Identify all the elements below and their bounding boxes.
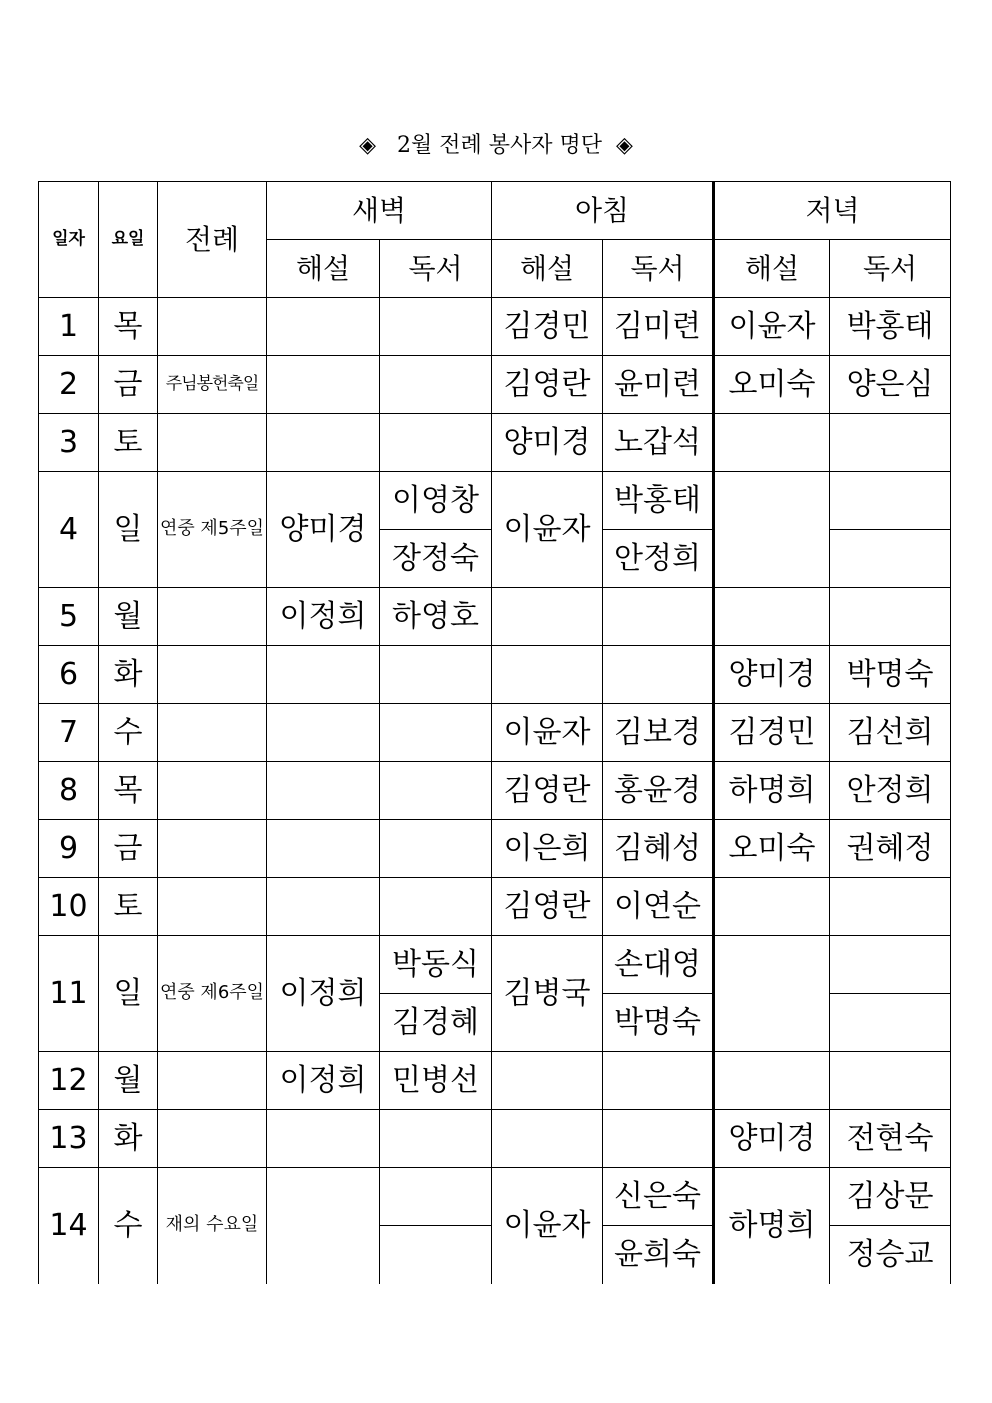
- morning-reader-cell: [603, 1110, 714, 1168]
- evening-commentator-cell: 이윤자: [714, 298, 830, 356]
- liturgy-cell: [158, 588, 267, 646]
- day-cell: 4: [39, 472, 99, 588]
- day-cell: 7: [39, 704, 99, 762]
- weekday-cell: 화: [99, 646, 158, 704]
- dawn-reader-cell: [380, 1226, 492, 1284]
- liturgy-cell: [158, 646, 267, 704]
- header-evening: 저녁: [714, 182, 951, 240]
- evening-reader-cell: [830, 530, 951, 588]
- evening-commentator-cell: [714, 878, 830, 936]
- evening-reader-cell: [830, 1052, 951, 1110]
- day-cell: 6: [39, 646, 99, 704]
- morning-commentator-cell: 이은희: [492, 820, 603, 878]
- dawn-commentator-cell: 이정희: [267, 936, 380, 1052]
- morning-commentator-cell: 김영란: [492, 356, 603, 414]
- evening-commentator-cell: 하명희: [714, 1168, 830, 1284]
- evening-commentator-cell: [714, 1052, 830, 1110]
- day-cell: 13: [39, 1110, 99, 1168]
- dawn-reader-cell: [380, 878, 492, 936]
- dawn-commentator-cell: [267, 878, 380, 936]
- dawn-commentator-cell: [267, 820, 380, 878]
- evening-reader-cell: 안정희: [830, 762, 951, 820]
- dawn-reader-cell: [380, 298, 492, 356]
- evening-commentator-cell: 김경민: [714, 704, 830, 762]
- header-morning-commentary: 해설: [492, 240, 603, 298]
- evening-commentator-cell: 오미숙: [714, 356, 830, 414]
- morning-commentator-cell: 김경민: [492, 298, 603, 356]
- weekday-cell: 토: [99, 878, 158, 936]
- schedule-table: [38, 181, 951, 1284]
- morning-reader-cell: 안정희: [603, 530, 714, 588]
- header-evening-commentary: 해설: [714, 240, 830, 298]
- evening-commentator-cell: 하명희: [714, 762, 830, 820]
- day-cell: 5: [39, 588, 99, 646]
- evening-reader-cell: [830, 414, 951, 472]
- weekday-cell: 수: [99, 704, 158, 762]
- header-dawn-reading: 독서: [380, 240, 492, 298]
- morning-reader-cell: 홍윤경: [603, 762, 714, 820]
- dawn-reader-cell: [380, 762, 492, 820]
- morning-commentator-cell: 김영란: [492, 878, 603, 936]
- morning-reader-cell: [603, 646, 714, 704]
- morning-reader-cell: 손대영: [603, 936, 714, 994]
- evening-commentator-cell: [714, 472, 830, 588]
- morning-commentator-cell: 김영란: [492, 762, 603, 820]
- dawn-commentator-cell: [267, 1168, 380, 1284]
- dawn-reader-cell: [380, 414, 492, 472]
- evening-reader-cell: 김상문: [830, 1168, 951, 1226]
- evening-reader-cell: [830, 878, 951, 936]
- header-dawn-commentary: 해설: [267, 240, 380, 298]
- table-row: [39, 1110, 951, 1168]
- dawn-reader-cell: [380, 646, 492, 704]
- morning-reader-cell: 신은숙: [603, 1168, 714, 1226]
- header-morning-reading: 독서: [603, 240, 714, 298]
- morning-commentator-cell: 김병국: [492, 936, 603, 1052]
- weekday-cell: 토: [99, 414, 158, 472]
- table-row: [39, 298, 951, 356]
- dawn-reader-cell: 민병선: [380, 1052, 492, 1110]
- day-cell: 1: [39, 298, 99, 356]
- evening-reader-cell: 정승교: [830, 1226, 951, 1284]
- table-row: [39, 878, 951, 936]
- liturgy-cell: 연중 제5주일: [158, 472, 267, 588]
- header-weekday: 요일: [99, 182, 158, 298]
- table-row: [39, 936, 951, 994]
- liturgy-cell: [158, 298, 267, 356]
- morning-reader-cell: 윤희숙: [603, 1226, 714, 1284]
- evening-commentator-cell: 양미경: [714, 646, 830, 704]
- weekday-cell: 수: [99, 1168, 158, 1284]
- evening-reader-cell: [830, 994, 951, 1052]
- weekday-cell: 월: [99, 588, 158, 646]
- liturgy-cell: 재의 수요일: [158, 1168, 267, 1284]
- header-liturgy: 전례: [158, 182, 267, 298]
- morning-reader-cell: 노갑석: [603, 414, 714, 472]
- weekday-cell: 목: [99, 298, 158, 356]
- table-row: [39, 704, 951, 762]
- morning-commentator-cell: 이윤자: [492, 1168, 603, 1284]
- dawn-reader-cell: 김경혜: [380, 994, 492, 1052]
- morning-reader-cell: 이연순: [603, 878, 714, 936]
- morning-reader-cell: [603, 1052, 714, 1110]
- dawn-commentator-cell: [267, 414, 380, 472]
- liturgy-cell: [158, 414, 267, 472]
- evening-reader-cell: 박명숙: [830, 646, 951, 704]
- morning-reader-cell: 김혜성: [603, 820, 714, 878]
- dawn-reader-cell: 이영창: [380, 472, 492, 530]
- table-row: [39, 646, 951, 704]
- evening-reader-cell: [830, 588, 951, 646]
- dawn-reader-cell: [380, 820, 492, 878]
- evening-commentator-cell: [714, 936, 830, 1052]
- day-cell: 11: [39, 936, 99, 1052]
- table-row: [39, 588, 951, 646]
- evening-reader-cell: 양은심: [830, 356, 951, 414]
- header-morning: 아침: [492, 182, 714, 240]
- evening-reader-cell: [830, 936, 951, 994]
- liturgy-cell: [158, 878, 267, 936]
- liturgy-cell: 주님봉헌축일: [158, 356, 267, 414]
- dawn-commentator-cell: 이정희: [267, 588, 380, 646]
- weekday-cell: 일: [99, 936, 158, 1052]
- day-cell: 2: [39, 356, 99, 414]
- morning-commentator-cell: 이윤자: [492, 472, 603, 588]
- weekday-cell: 목: [99, 762, 158, 820]
- morning-commentator-cell: [492, 1052, 603, 1110]
- morning-reader-cell: 박홍태: [603, 472, 714, 530]
- dawn-reader-cell: [380, 704, 492, 762]
- evening-reader-cell: 권혜정: [830, 820, 951, 878]
- evening-reader-cell: 박홍태: [830, 298, 951, 356]
- evening-commentator-cell: 오미숙: [714, 820, 830, 878]
- weekday-cell: 금: [99, 356, 158, 414]
- dawn-commentator-cell: 양미경: [267, 472, 380, 588]
- day-cell: 9: [39, 820, 99, 878]
- morning-reader-cell: 김미련: [603, 298, 714, 356]
- morning-commentator-cell: 이윤자: [492, 704, 603, 762]
- dawn-commentator-cell: [267, 646, 380, 704]
- day-cell: 8: [39, 762, 99, 820]
- dawn-commentator-cell: [267, 356, 380, 414]
- morning-commentator-cell: 양미경: [492, 414, 603, 472]
- weekday-cell: 월: [99, 1052, 158, 1110]
- weekday-cell: 금: [99, 820, 158, 878]
- morning-reader-cell: 박명숙: [603, 994, 714, 1052]
- day-cell: 12: [39, 1052, 99, 1110]
- evening-commentator-cell: [714, 588, 830, 646]
- dawn-reader-cell: [380, 356, 492, 414]
- dawn-reader-cell: [380, 1110, 492, 1168]
- evening-reader-cell: [830, 472, 951, 530]
- liturgy-cell: 연중 제6주일: [158, 936, 267, 1052]
- dawn-commentator-cell: [267, 1110, 380, 1168]
- header-evening-reading: 독서: [830, 240, 951, 298]
- table-row: [39, 820, 951, 878]
- table-row: [39, 1168, 951, 1226]
- page-title: ◈ 2월 전례 봉사자 명단 ◈: [359, 133, 633, 158]
- evening-reader-cell: 김선희: [830, 704, 951, 762]
- evening-commentator-cell: 양미경: [714, 1110, 830, 1168]
- table-row: [39, 472, 951, 530]
- liturgy-cell: [158, 1110, 267, 1168]
- header-dawn: 새벽: [267, 182, 492, 240]
- liturgy-cell: [158, 820, 267, 878]
- dawn-reader-cell: [380, 1168, 492, 1226]
- evening-reader-cell: 전현숙: [830, 1110, 951, 1168]
- day-cell: 14: [39, 1168, 99, 1284]
- evening-commentator-cell: [714, 414, 830, 472]
- liturgy-cell: [158, 762, 267, 820]
- morning-commentator-cell: [492, 1110, 603, 1168]
- morning-commentator-cell: [492, 588, 603, 646]
- dawn-reader-cell: 장정숙: [380, 530, 492, 588]
- liturgy-cell: [158, 704, 267, 762]
- table-row: [39, 356, 951, 414]
- morning-commentator-cell: [492, 646, 603, 704]
- dawn-commentator-cell: [267, 762, 380, 820]
- morning-reader-cell: 윤미련: [603, 356, 714, 414]
- table-row: [39, 762, 951, 820]
- dawn-reader-cell: 박동식: [380, 936, 492, 994]
- table-row: [39, 414, 951, 472]
- liturgy-cell: [158, 1052, 267, 1110]
- morning-reader-cell: [603, 588, 714, 646]
- day-cell: 10: [39, 878, 99, 936]
- dawn-commentator-cell: [267, 298, 380, 356]
- table-row: [39, 1052, 951, 1110]
- header-day: 일자: [39, 182, 99, 298]
- dawn-reader-cell: 하영호: [380, 588, 492, 646]
- dawn-commentator-cell: [267, 704, 380, 762]
- day-cell: 3: [39, 414, 99, 472]
- weekday-cell: 일: [99, 472, 158, 588]
- morning-reader-cell: 김보경: [603, 704, 714, 762]
- weekday-cell: 화: [99, 1110, 158, 1168]
- dawn-commentator-cell: 이정희: [267, 1052, 380, 1110]
